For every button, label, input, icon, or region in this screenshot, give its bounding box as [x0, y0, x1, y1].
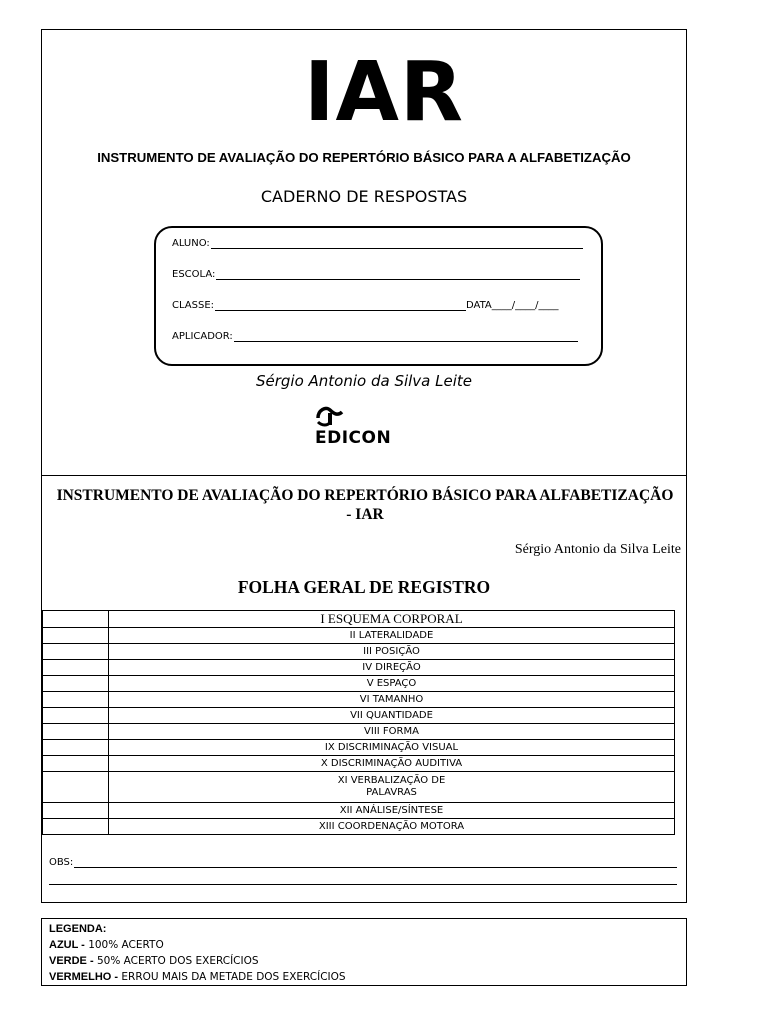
- legend-text: 50% ACERTO DOS EXERCÍCIOS: [93, 955, 259, 967]
- table-row: [43, 708, 675, 724]
- table-row: [43, 611, 675, 628]
- legend-entry: [49, 937, 686, 953]
- aluno-field[interactable]: [172, 235, 583, 249]
- legend-text: 100% ACERTO: [84, 939, 164, 951]
- table-row: [43, 724, 675, 740]
- table-row: [43, 740, 675, 756]
- legend-entry: [49, 969, 686, 985]
- data-field[interactable]: DATA____/____/____: [466, 300, 559, 311]
- score-cell[interactable]: [43, 628, 109, 644]
- escola-line[interactable]: [216, 268, 580, 280]
- legend-entry: [49, 953, 686, 969]
- legend-key: AZUL -: [49, 939, 85, 951]
- score-cell[interactable]: [43, 644, 109, 660]
- score-cell[interactable]: [43, 660, 109, 676]
- register-table: [42, 610, 675, 835]
- publisher-name: EDICON: [315, 428, 392, 448]
- cover-subtitle: INSTRUMENTO DE AVALIAÇÃO DO REPERTÓRIO BÁSICO PARA A ALFABETIZAÇÃO: [97, 150, 631, 165]
- legend-title: LEGENDA:: [49, 923, 107, 935]
- student-info-box: [154, 226, 603, 366]
- table-row: [43, 756, 675, 772]
- score-cell[interactable]: [43, 692, 109, 708]
- item-label: I ESQUEMA CORPORAL: [109, 611, 675, 628]
- score-cell[interactable]: [43, 724, 109, 740]
- item-label: VI TAMANHO: [109, 692, 675, 708]
- item-label-text: XI VERBALIZAÇÃO DE PALAVRAS: [337, 775, 446, 798]
- obs-line[interactable]: [74, 856, 677, 868]
- obs-field[interactable]: [49, 856, 677, 868]
- score-cell[interactable]: [43, 740, 109, 756]
- table-row: [43, 628, 675, 644]
- classe-line[interactable]: [215, 299, 466, 311]
- item-label: IX DISCRIMINAÇÃO VISUAL: [109, 740, 675, 756]
- table-row: [43, 772, 675, 803]
- score-cell[interactable]: [43, 803, 109, 819]
- cover-author: Sérgio Antonio da Silva Leite: [255, 372, 473, 390]
- table-row: [43, 660, 675, 676]
- classe-label: CLASSE:: [172, 300, 215, 311]
- score-cell[interactable]: [43, 611, 109, 628]
- iar-logo-title: IAR: [303, 45, 465, 140]
- edicon-logo: [315, 404, 425, 452]
- item-label: V ESPAÇO: [109, 676, 675, 692]
- aluno-label: ALUNO:: [172, 238, 210, 249]
- register-title: INSTRUMENTO DE AVALIAÇÃO DO REPERTÓRIO BÁSICO PARA ALFABETIZAÇÃO - IAR: [56, 487, 674, 523]
- item-label: VIII FORMA: [109, 724, 675, 740]
- score-cell[interactable]: [43, 676, 109, 692]
- escola-field[interactable]: [172, 266, 580, 280]
- item-label: II LATERALIDADE: [109, 628, 675, 644]
- classe-field[interactable]: [172, 297, 559, 311]
- item-label: IV DIREÇÃO: [109, 660, 675, 676]
- table-row: [43, 692, 675, 708]
- edicon-symbol-icon: [315, 404, 345, 428]
- item-label: XII ANÁLISE/SÍNTESE: [109, 803, 675, 819]
- legend-text: ERROU MAIS DA METADE DOS EXERCÍCIOS: [118, 971, 346, 983]
- aluno-line[interactable]: [211, 237, 583, 249]
- table-row: [43, 803, 675, 819]
- item-label: [109, 772, 675, 803]
- legend-key: VERDE -: [49, 955, 94, 967]
- obs-label: OBS:: [49, 857, 74, 868]
- booklet-title: CADERNO DE RESPOSTAS: [260, 187, 468, 206]
- item-label: VII QUANTIDADE: [109, 708, 675, 724]
- escola-label: ESCOLA:: [172, 269, 216, 280]
- score-cell[interactable]: [43, 708, 109, 724]
- aplicador-label: APLICADOR:: [172, 331, 233, 342]
- score-cell[interactable]: [43, 756, 109, 772]
- register-author: Sérgio Antonio da Silva Leite: [514, 542, 681, 557]
- aplicador-line[interactable]: [234, 330, 578, 342]
- table-row: [43, 676, 675, 692]
- item-label: III POSIÇÃO: [109, 644, 675, 660]
- score-cell[interactable]: [43, 819, 109, 835]
- table-row: [43, 644, 675, 660]
- table-row: [43, 819, 675, 835]
- aplicador-field[interactable]: [172, 328, 578, 342]
- score-cell[interactable]: [43, 772, 109, 803]
- sheet-title: FOLHA GERAL DE REGISTRO: [237, 577, 491, 597]
- item-label: XIII COORDENAÇÃO MOTORA: [109, 819, 675, 835]
- legend-box: [41, 918, 687, 986]
- item-label: X DISCRIMINAÇÃO AUDITIVA: [109, 756, 675, 772]
- legend-key: VERMELHO -: [49, 971, 119, 983]
- obs-line-2[interactable]: [49, 884, 677, 885]
